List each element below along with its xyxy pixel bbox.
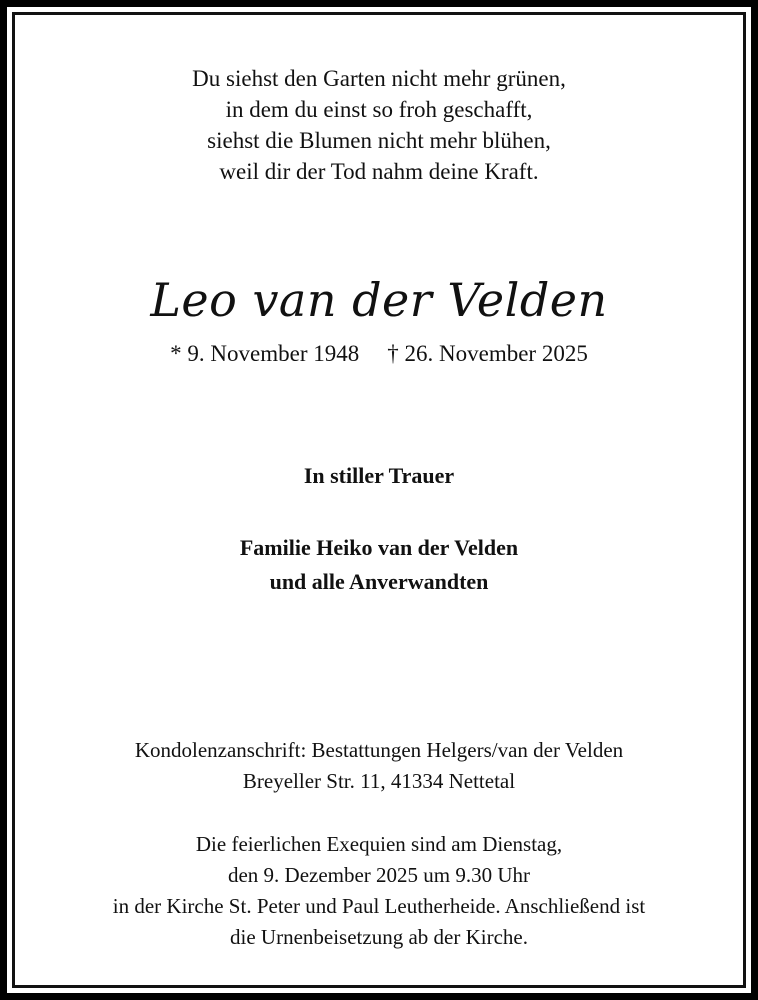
- mourning-heading: In stiller Trauer: [303, 463, 455, 488]
- life-dates: [15, 341, 743, 367]
- poem: [15, 63, 743, 187]
- address-line: Breyeller Str. 11, 41334 Nettetal: [242, 769, 516, 793]
- address-line: Kondolenzanschrift: Bestattungen Helgers/van der Velden: [134, 738, 624, 762]
- service-line: den 9. Dezember 2025 um 9.30 Uhr: [227, 863, 531, 887]
- obituary-frame: [12, 12, 746, 988]
- poem-line: Du siehst den Garten nicht mehr grünen,: [192, 66, 566, 91]
- poem-line: in dem du einst so froh geschafft,: [225, 97, 533, 122]
- family: [15, 531, 743, 599]
- service-line: in der Kirche St. Peter und Paul Leutherheide. Anschließend ist: [112, 894, 646, 918]
- birth-date: * 9. November 1948: [170, 341, 360, 366]
- service-info: [15, 829, 743, 953]
- death-date: † 26. November 2025: [387, 341, 588, 366]
- poem-line: siehst die Blumen nicht mehr blühen,: [207, 128, 551, 153]
- poem-line: weil dir der Tod nahm deine Kraft.: [219, 159, 539, 184]
- condolence-address: [15, 735, 743, 797]
- service-line: Die feierlichen Exequien sind am Dienstag,: [195, 832, 563, 856]
- service-line: die Urnenbeisetzung ab der Kirche.: [230, 925, 528, 949]
- family-line: und alle Anverwandten: [269, 569, 489, 594]
- family-line: Familie Heiko van der Velden: [239, 535, 519, 560]
- deceased-name: Leo van der Velden: [150, 273, 608, 327]
